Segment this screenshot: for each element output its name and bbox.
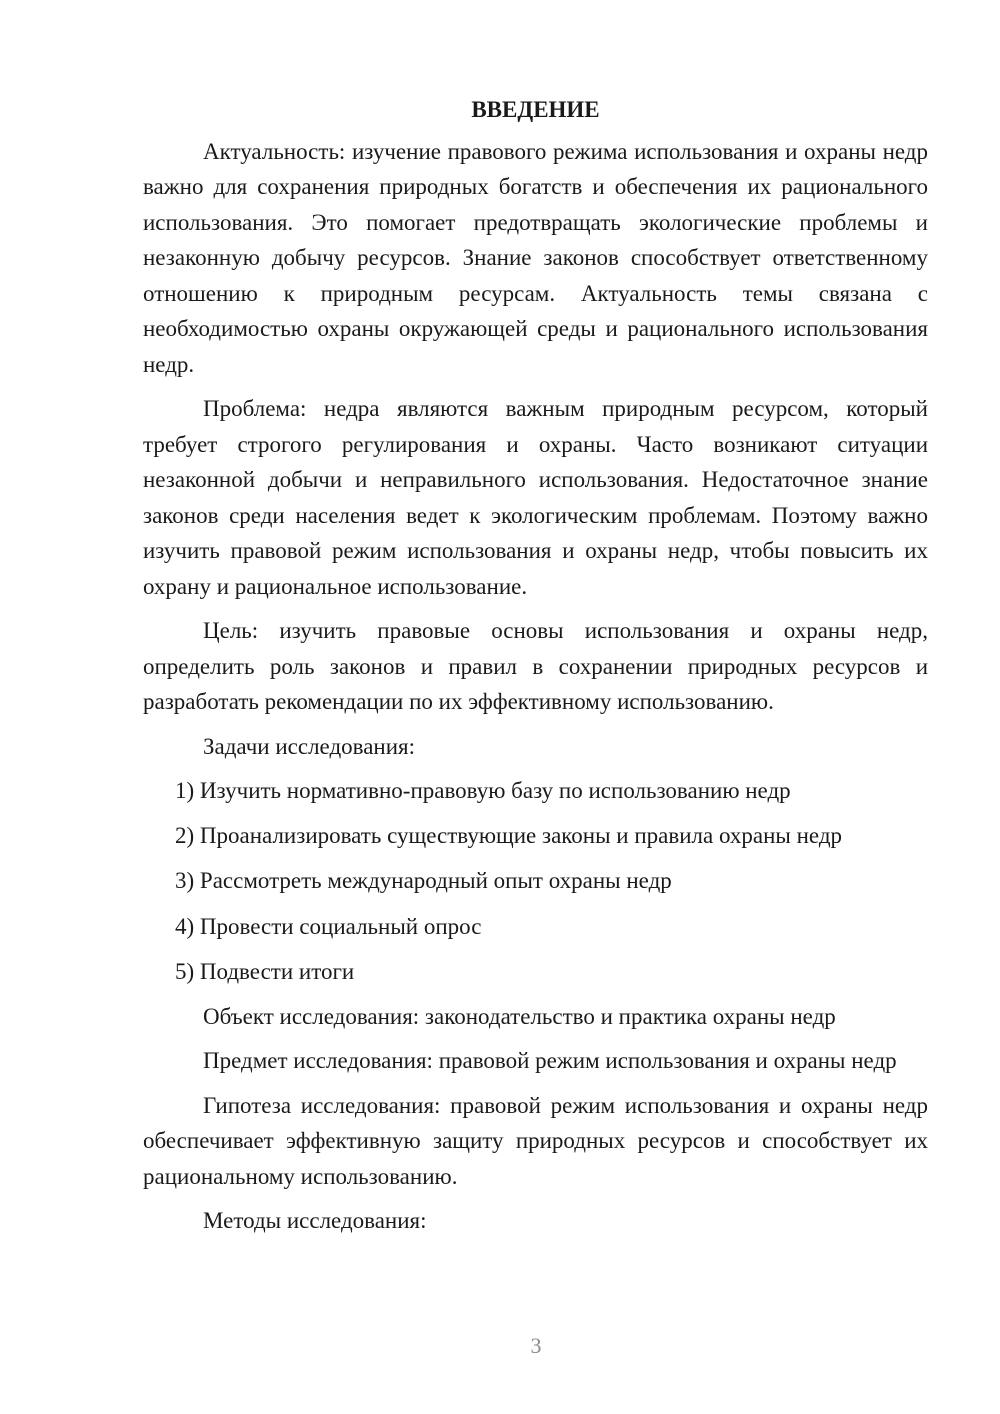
task-item-4: 4) Провести социальный опрос (175, 913, 482, 939)
task-item-5: 5) Подвести итоги (175, 958, 355, 984)
relevance-paragraph: Актуальность: изучение правового режима использования и охраны недр важно для сохранения природных богатств и обеспечения их рационального использования. Это помогает предотвращать экологические проблемы и незаконную добычу ресурсов. Знание законов способствует ответственному отношению к природным ресурсам. Актуальность темы связана с необходимостью охраны окружающей среды и рационального использования недр. (143, 138, 928, 377)
hypothesis-paragraph: Гипотеза исследования: правовой режим использования и охраны недр обеспечивает эффективную защиту природных ресурсов и способствует их рациональному использованию. (143, 1092, 928, 1189)
subject-paragraph: Предмет исследования: правовой режим использования и охраны недр (203, 1048, 897, 1074)
tasks-label: Задачи исследования: (203, 733, 416, 759)
object-paragraph: Объект исследования: законодательство и практика охраны недр (203, 1003, 836, 1029)
problem-paragraph: Проблема: недра являются важным природным ресурсом, который требует строгого регулирования и охраны. Часто возникают ситуации незаконной добычи и неправильного использования. Недостаточное знание законов среди населения ведет к экологическим проблемам. Поэтому важно изучить правовой режим использования и охраны недр, чтобы повысить их охрану и рациональное использование. (143, 396, 928, 599)
page-number: 3 (530, 1333, 542, 1358)
page-content (143, 92, 928, 1248)
goal-paragraph: Цель: изучить правовые основы использования и охраны недр, определить роль законов и правил в сохранении природных ресурсов и разработать рекомендации по их эффективному использованию. (143, 618, 928, 714)
section-heading: ВВЕДЕНИЕ (471, 97, 600, 122)
task-item-1: 1) Изучить нормативно-правовую базу по использованию недр (175, 778, 791, 803)
task-item-3: 3) Рассмотреть международный опыт охраны недр (175, 868, 672, 894)
task-item-2: 2) Проанализировать существующие законы и правила охраны недр (175, 823, 843, 849)
tasks-list (143, 773, 928, 989)
methods-label: Методы исследования: (203, 1208, 427, 1234)
